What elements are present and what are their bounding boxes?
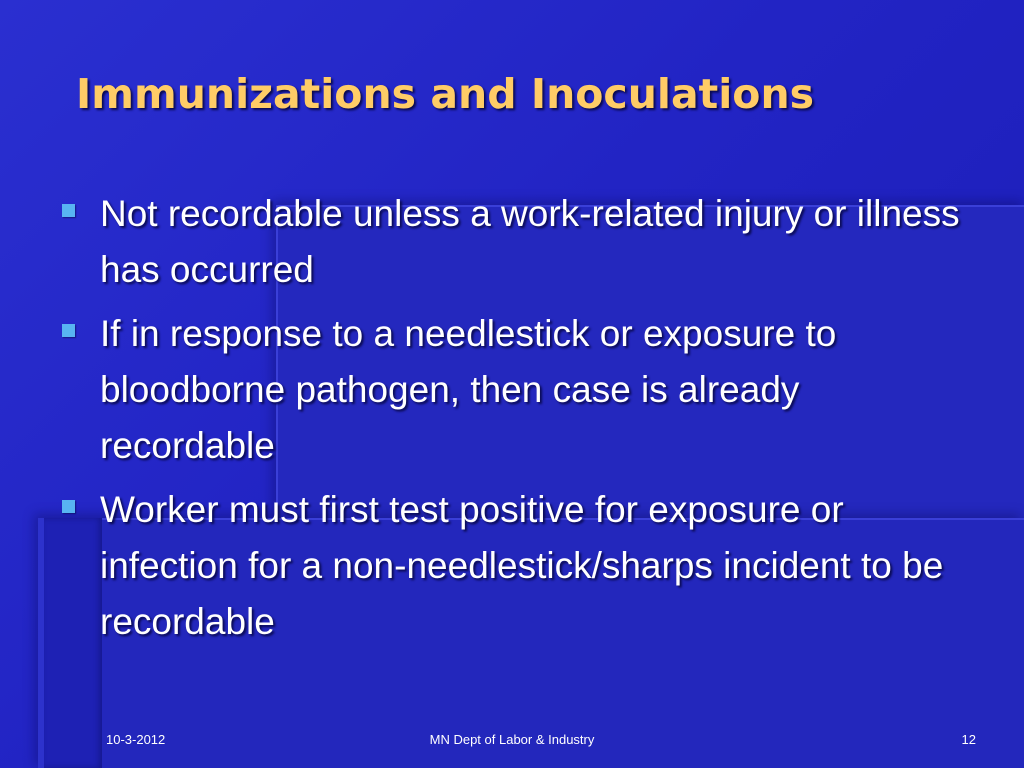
bullet-text: If in response to a needlestick or exposure to bloodborne pathogen, then case is already recordable	[100, 313, 837, 466]
bullet-list	[62, 186, 982, 658]
footer-organization: MN Dept of Labor & Industry	[429, 732, 595, 747]
list-item	[62, 306, 982, 474]
square-bullet-icon	[62, 204, 75, 217]
list-item	[62, 482, 982, 650]
slide-title: Immunizations and Inoculations	[76, 70, 815, 118]
footer-date: 10-3-2012	[106, 732, 166, 747]
square-bullet-icon	[62, 324, 75, 337]
list-item	[62, 186, 982, 298]
bullet-text: Worker must first test positive for exposure or infection for a non-needlestick/sharps incident to be recordable	[100, 489, 944, 642]
footer-page-number: 12	[961, 732, 976, 747]
square-bullet-icon	[62, 500, 75, 513]
bullet-text: Not recordable unless a work-related injury or illness has occurred	[100, 193, 960, 290]
